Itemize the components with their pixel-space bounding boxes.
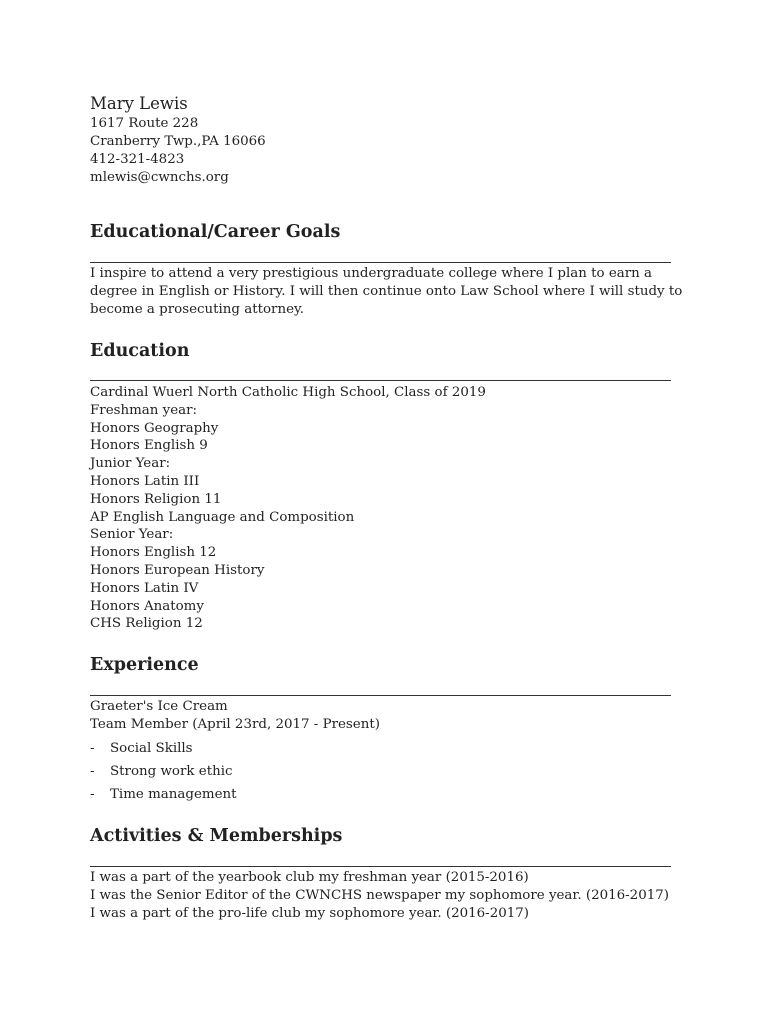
dash-marker: -: [90, 787, 95, 802]
experience-divider: [90, 695, 671, 696]
goals-divider: [90, 262, 671, 263]
applicant-name: Mary Lewis: [90, 94, 188, 113]
activities-list: [90, 869, 690, 922]
dash-marker: -: [90, 764, 95, 779]
contact-info: [90, 115, 266, 187]
education-line: Honors English 9: [90, 438, 208, 454]
job-role: Team Member (April 23rd, 2017 - Present): [90, 716, 380, 732]
education-line: CHS Religion 12: [90, 616, 203, 632]
education-school: Cardinal Wuerl North Catholic High School, Class of 2019: [90, 385, 486, 400]
list-item: [90, 783, 237, 806]
activity-line: I was a part of the pro-life club my sophomore year. (2016-2017): [90, 905, 530, 921]
education-line: Honors Latin IV: [90, 580, 199, 596]
education-line: Honors Anatomy: [90, 598, 204, 614]
education-line: Honors Geography: [90, 420, 219, 436]
skill-text: Strong work ethic: [110, 764, 233, 779]
education-line: Junior Year:: [90, 456, 171, 472]
skill-text: Social Skills: [110, 741, 193, 756]
activities-heading: Activities & Memberships: [90, 826, 343, 846]
education-line: Senior Year:: [90, 527, 174, 543]
address-line-1: 1617 Route 228: [90, 116, 199, 131]
phone-number: 412-321-4823: [90, 152, 185, 167]
goals-line: degree in English or History. I will then continue onto Law School where I will study to: [90, 283, 683, 299]
experience-heading: Experience: [90, 655, 199, 675]
education-line: AP English Language and Composition: [90, 509, 355, 525]
email-address: mlewis@cwnchs.org: [90, 170, 229, 185]
dash-marker: -: [90, 741, 95, 756]
experience-bullets: [90, 737, 237, 806]
education-line: Honors Latin III: [90, 473, 200, 489]
list-item: [90, 737, 237, 760]
activities-divider: [90, 866, 671, 867]
experience-job: [90, 698, 690, 734]
goals-line: become a prosecuting attorney.: [90, 301, 305, 317]
activity-line: I was a part of the yearbook club my freshman year (2015-2016): [90, 870, 529, 885]
goals-heading: Educational/Career Goals: [90, 222, 341, 242]
education-line: Honors English 12: [90, 545, 217, 561]
education-heading: Education: [90, 341, 190, 361]
goals-text: [90, 265, 690, 318]
education-line: Freshman year:: [90, 402, 198, 418]
list-item: [90, 760, 237, 783]
activity-line: I was the Senior Editor of the CWNCHS newspaper my sophomore year. (2016-2017): [90, 887, 669, 903]
goals-line: I inspire to attend a very prestigious undergraduate college where I plan to earn a: [90, 266, 653, 281]
address-line-2: Cranberry Twp.,PA 16066: [90, 134, 266, 149]
education-line: Honors European History: [90, 562, 265, 578]
skill-text: Time management: [110, 787, 237, 802]
education-divider: [90, 380, 671, 381]
education-line: Honors Religion 11: [90, 491, 222, 507]
education-list: [90, 384, 690, 633]
employer-name: Graeter's Ice Cream: [90, 699, 228, 714]
